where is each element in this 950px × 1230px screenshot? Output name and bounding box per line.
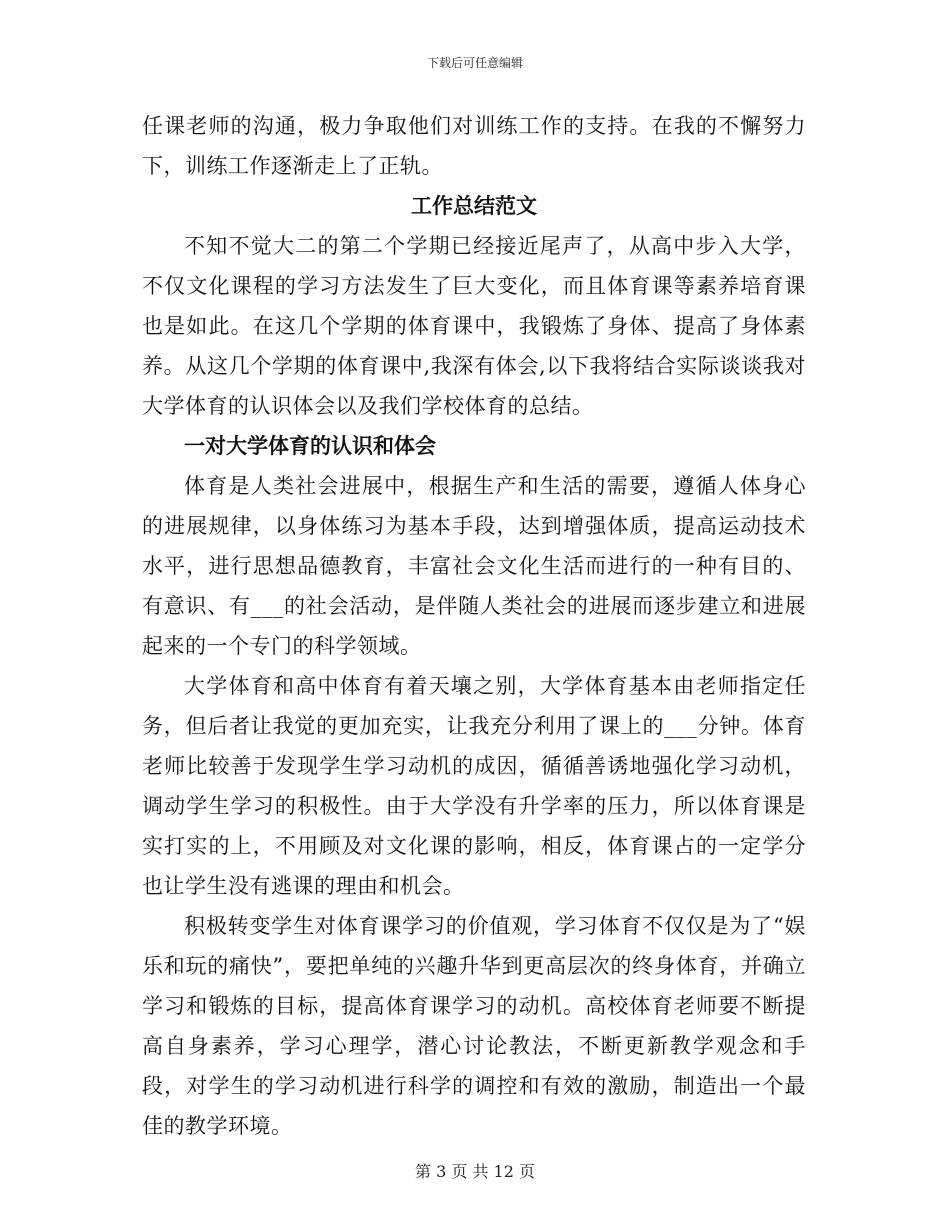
document-body <box>142 106 806 1146</box>
section-heading: 一对大学体育的认识和体会 <box>184 434 436 458</box>
body-paragraph-2: 大学体育和高中体育有着天壤之别，大学体育基本由老师指定任务，但后者让我觉的更加充实，让我充分利用了课上的___分钟。体育老师比较善于发现学生学习动机的成因，循循善诱地强化学习动机，调动学生学习的积极性。由于大学没有升学率的压力，所以体育课是实打实的上，不用顾及对文化课的影响，相反，体育课占的一定学分也让学生没有逃课的理由和机会。 <box>142 674 806 898</box>
document-title: 工作总结范文 <box>411 194 537 218</box>
continuation-paragraph: 任课老师的沟通，极力争取他们对训练工作的支持。在我的不懈努力下，训练工作逐渐走上了正轨。 <box>142 114 806 178</box>
header-note: 下载后可任意编辑 <box>426 56 523 70</box>
intro-paragraph: 不知不觉大二的第二个学期已经接近尾声了，从高中步入大学，不仅文化课程的学习方法发生了巨大变化，而且体育课等素养培育课也是如此。在这几个学期的体育课中，我锻炼了身体、提高了身体素养。从这几个学期的体育课中,我深有体会,以下我将结合实际谈谈我对大学体育的认识体会以及我们学校体育的总结。 <box>142 234 806 418</box>
body-paragraph-3: 积极转变学生对体育课学习的价值观，学习体育不仅仅是为了“娱乐和玩的痛快”，要把单纯的兴趣升华到更高层次的终身体育，并确立学习和锻炼的目标，提高体育课学习的动机。高校体育老师要不断提高自身素养，学习心理学，潜心讨论教法，不断更新教学观念和手段，对学生的学习动机进行科学的调控和有效的激励，制造出一个最佳的教学环境。 <box>142 914 806 1138</box>
page-indicator: 第 3 页 共 12 页 <box>415 1162 535 1181</box>
body-paragraph-1: 体育是人类社会进展中，根据生产和生活的需要，遵循人体身心的进展规律，以身体练习为基本手段，达到增强体质，提高运动技术水平，进行思想品德教育，丰富社会文化生活而进行的一种有目的、有意识、有___的社会活动，是伴随人类社会的进展而逐步建立和进展起来的一个专门的科学领域。 <box>142 474 806 658</box>
